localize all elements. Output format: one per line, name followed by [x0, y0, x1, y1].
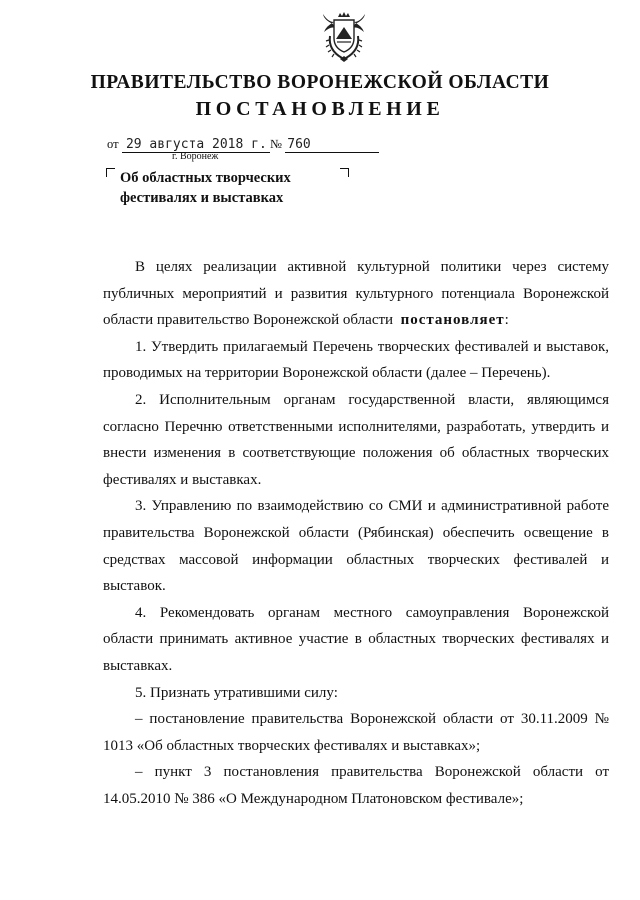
coat-of-arms-icon	[322, 12, 366, 64]
document-date: 29 августа 2018 г.	[122, 138, 270, 153]
document-body	[103, 254, 609, 812]
item-2: 2. Исполнительным органам государственной власти, являющимся согласно Перечню ответственными исполнителями, разработать, утвердить и внести изменения в соответствующие положения об областных творческих фестивалях и выставках.	[103, 391, 609, 488]
subject-corner-left	[106, 168, 115, 177]
organization-title: ПРАВИТЕЛЬСТВО ВОРОНЕЖСКОЙ ОБЛАСТИ	[90, 72, 550, 93]
document-type-title: ПОСТАНОВЛЕНИЕ	[195, 98, 445, 120]
subject-line-2: фестивалях и выставках	[120, 190, 284, 206]
item-5-b: – пункт 3 постановления правительства Воронежской области от 14.05.2010 № 386 «О Международном Платоновском фестивале»;	[103, 764, 609, 807]
city-label: г. Воронеж	[172, 151, 219, 162]
item-4: 4. Рекомендовать органам местного самоуправления Воронежской области принимать активное участие в областных творческих фестивалях и выставках.	[103, 604, 609, 674]
date-number-line	[107, 136, 379, 153]
date-prefix: от	[107, 137, 119, 151]
subject-corner-right	[340, 168, 349, 177]
document-number: 760	[285, 138, 379, 153]
intro-text: В целях реализации активной культурной политики через систему публичных мероприятий и развития культурного потенциала Воронежской области правительство Воронежской области	[103, 259, 609, 329]
subject-line-1: Об областных творческих	[120, 170, 291, 186]
intro-colon: :	[504, 312, 509, 329]
item-1: 1. Утвердить прилагаемый Перечень творческих фестивалей и выставок, проводимых на территории Воронежской области (далее – Перечень).	[103, 338, 609, 382]
intro-paragraph	[103, 254, 609, 334]
item-5-a: – постановление правительства Воронежской области от 30.11.2009 № 1013 «Об областных творческих фестивалях и выставках»;	[103, 711, 609, 754]
document-subject	[120, 168, 330, 208]
intro-action-word: постановляет	[400, 312, 505, 329]
item-5: 5. Признать утратившими силу:	[135, 684, 338, 701]
number-prefix: №	[269, 137, 282, 151]
item-3: 3. Управлению по взаимодействию со СМИ и административной работе правительства Воронежской области (Рябинская) обеспечить освещение в средствах массовой информации областных творческих фестивалей и выставок.	[103, 498, 609, 595]
